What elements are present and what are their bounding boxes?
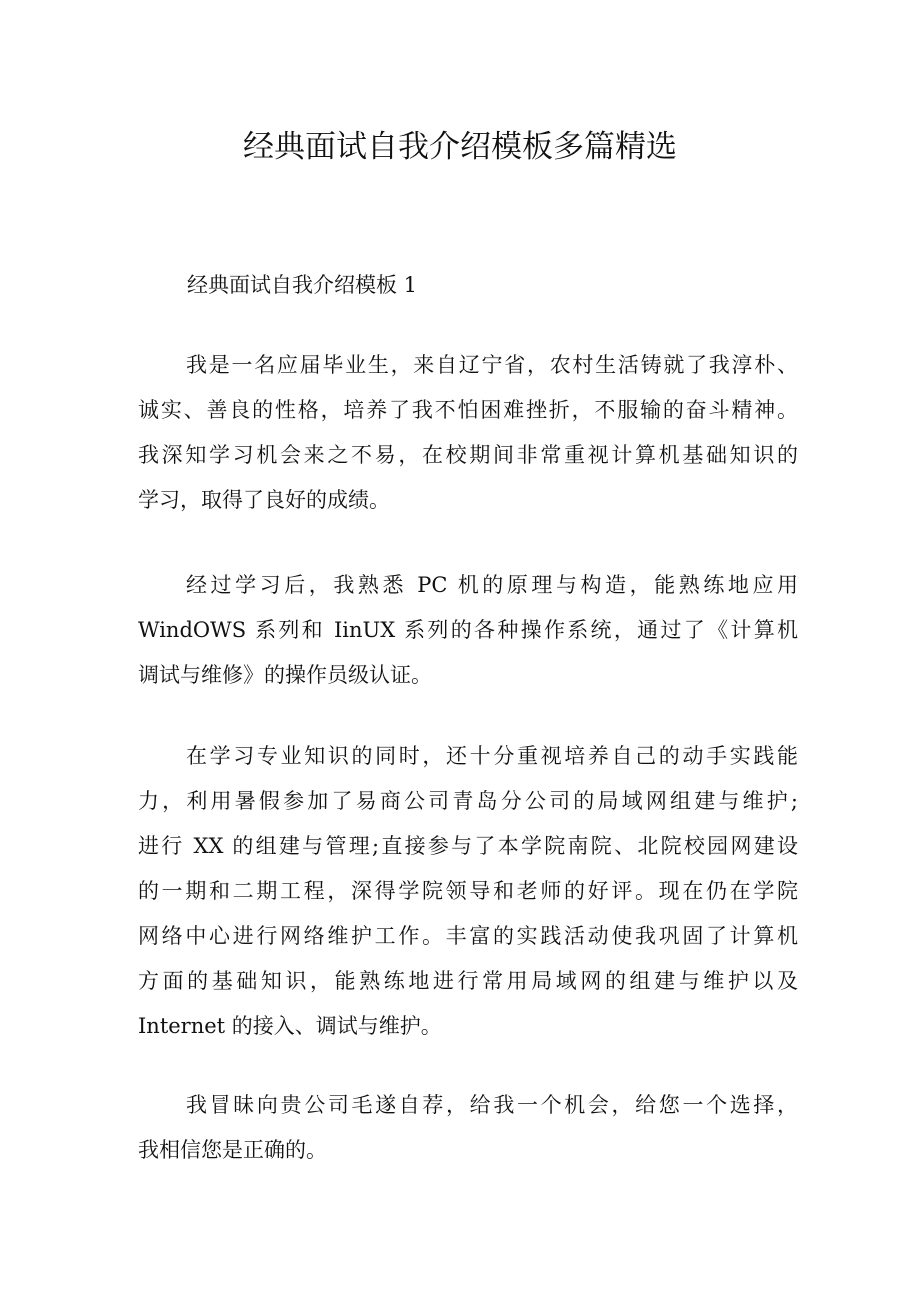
paragraph-line: 我深知学习机会来之不易，在校期间非常重视计算机基础知识的: [138, 443, 798, 467]
paragraph-line: 学习，取得了良好的成绩。: [138, 488, 390, 512]
paragraph-line: 我相信您是正确的。: [138, 1138, 327, 1162]
paragraph-2: [138, 563, 798, 698]
paragraph-line: 诚实、善良的性格，培养了我不怕困难挫折，不服输的奋斗精神。: [138, 398, 798, 422]
section-heading: 经典面试自我介绍模板 1: [187, 273, 418, 297]
paragraph-1: [138, 343, 798, 523]
paragraph-line: 力，利用暑假参加了易商公司青岛分公司的局域网组建与维护;: [138, 789, 798, 813]
paragraph-line: 进行 XX 的组建与管理;直接参与了本学院南院、北院校园网建设: [138, 834, 798, 858]
paragraph-4: [138, 1083, 798, 1173]
paragraph-line: WindOWS 系列和 IinUX 系列的各种操作系统，通过了《计算机: [138, 618, 798, 642]
paragraph-line: 经过学习后，我熟悉 PC 机的原理与构造，能熟练地应用: [186, 573, 798, 597]
paragraph-line: 我冒昧向贵公司毛遂自荐，给我一个机会，给您一个选择，: [186, 1093, 798, 1117]
document-title: 经典面试自我介绍模板多篇精选: [243, 129, 677, 165]
paragraph-line: 网络中心进行网络维护工作。丰富的实践活动使我巩固了计算机: [138, 924, 798, 948]
paragraph-line: 的一期和二期工程，深得学院领导和老师的好评。现在仍在学院: [138, 879, 798, 903]
paragraph-line: 在学习专业知识的同时，还十分重视培养自己的动手实践能: [186, 744, 798, 768]
paragraph-line: 方面的基础知识，能熟练地进行常用局域网的组建与维护以及: [138, 969, 798, 993]
paragraph-line: 我是一名应届毕业生，来自辽宁省，农村生活铸就了我淳朴、: [186, 353, 798, 377]
paragraph-line: Internet 的接入、调试与维护。: [138, 1014, 442, 1038]
paragraph-3: [138, 734, 798, 1049]
paragraph-line: 调试与维修》的操作员级认证。: [138, 663, 432, 687]
